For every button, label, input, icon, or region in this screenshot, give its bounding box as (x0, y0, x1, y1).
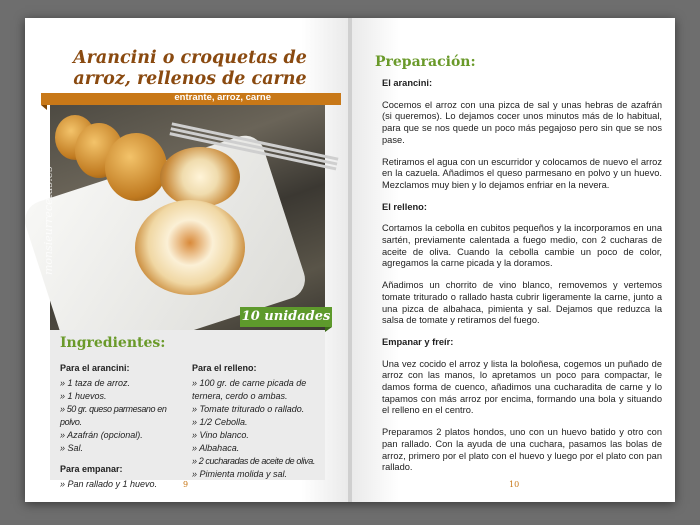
preparation-body (382, 78, 662, 484)
section-heading: Empanar y freír: (382, 336, 454, 347)
recipe-book (25, 18, 675, 502)
section-heading: El arancini: (382, 78, 433, 88)
paragraph: Una vez cocido el arroz y lista la boloñesa, cogemos un puñado de arroz con las manos, lo apretamos un poco para compactar, le damos forma de cuenco, añadimos una cucharadita de carne y lo tapamos con más arroz por encima, formando una bola y situando el relleno en el centro. (382, 358, 662, 416)
ingredient-item: » 1 huevos. (60, 391, 107, 401)
arancini-cut (135, 200, 245, 295)
book-spine (348, 18, 352, 502)
ingredient-subtitle: Para empanar: (60, 464, 123, 474)
ingredient-item: » 1/2 Cebolla. (192, 417, 248, 427)
arancini-ball (105, 133, 167, 201)
ingredient-item: » Azafrán (opcional). (60, 430, 143, 440)
tags-ribbon (41, 93, 341, 105)
yield-badge: 10 unidades (240, 307, 332, 327)
preparation-title: Preparación: (375, 54, 476, 70)
ingredients-title: Ingredientes: (60, 335, 166, 351)
ingredient-item: » 2 cucharadas de aceite de oliva. (192, 456, 315, 466)
ingredients-box (50, 330, 325, 489)
ingredient-item: » 100 gr. de carne picada de ternera, cerdo o ambas. (192, 378, 307, 401)
left-page (25, 18, 350, 502)
ingredient-item: » Albahaca. (192, 443, 240, 453)
photo-watermark: monsieurrecetas.es (42, 166, 55, 275)
ingredient-item: » 1 taza de arroz. (60, 378, 131, 388)
ingredients-column-2 (192, 362, 322, 481)
page-number: 10 (509, 480, 520, 489)
ingredient-subtitle: Para el arancini: (60, 363, 130, 373)
page-number: 9 (183, 480, 189, 489)
section-heading: El relleno: (382, 201, 427, 212)
recipe-photo (42, 105, 325, 330)
ingredient-subtitle: Para el relleno: (192, 363, 257, 373)
ingredient-item: » Vino blanco. (192, 430, 249, 440)
paragraph: Cocemos el arroz con una pizca de sal y unas hebras de azafrán (si queremos). Lo dejamos cocer unos minutos más de lo habitual, para que se nos quede un poco más pegajoso pero sin que se nos pase. (382, 99, 662, 145)
paragraph: Añadimos un chorrito de vino blanco, removemos y vertemos tomate triturado o rallado hasta cubrir ligeramente la carne, junto a una pizca de albahaca, pimienta y sal. Dejamos que reduzca la salsa de tomate y retiramos del fuego. (382, 280, 662, 326)
ingredient-item: » Pan rallado y 1 huevo. (60, 479, 158, 489)
ingredient-item: » Tomate triturado o rallado. (192, 404, 305, 414)
recipe-title: Arancini o croquetas de arroz, rellenos de carne (73, 48, 307, 89)
recipe-tags: entrante, arroz, carne (174, 92, 271, 103)
paragraph: Retiramos el agua con un escurridor y colocamos de nuevo el arroz en la cazuela. Añadimos el queso parmesano en polvo y un huevo. Mezclamos muy bien y lo dejamos enfriar en la nevera. (382, 156, 662, 190)
paragraph: Cortamos la cebolla en cubitos pequeños y la incorporamos en una sartén, previamente calentada a fuego medio, con 2 cucharas de aceite de oliva. Cuando la cebolla cambie un poco de color, agregamos la carne picada y la doramos. (382, 223, 662, 269)
ingredient-item: » Sal. (60, 443, 84, 453)
ingredient-item: » 50 gr. queso parmesano en polvo. (60, 404, 167, 427)
ingredients-column-1 (60, 362, 188, 491)
ingredient-item: » Pimienta molida y sal. (192, 469, 288, 479)
paragraph: Preparamos 2 platos hondos, uno con un huevo batido y otro con pan rallado. Con la ayuda de una cuchara, pasamos las bolas de arroz, primero por el plato con el huevo y luego por el plato con pan rallado. (382, 427, 662, 473)
arancini-cut (160, 147, 240, 207)
